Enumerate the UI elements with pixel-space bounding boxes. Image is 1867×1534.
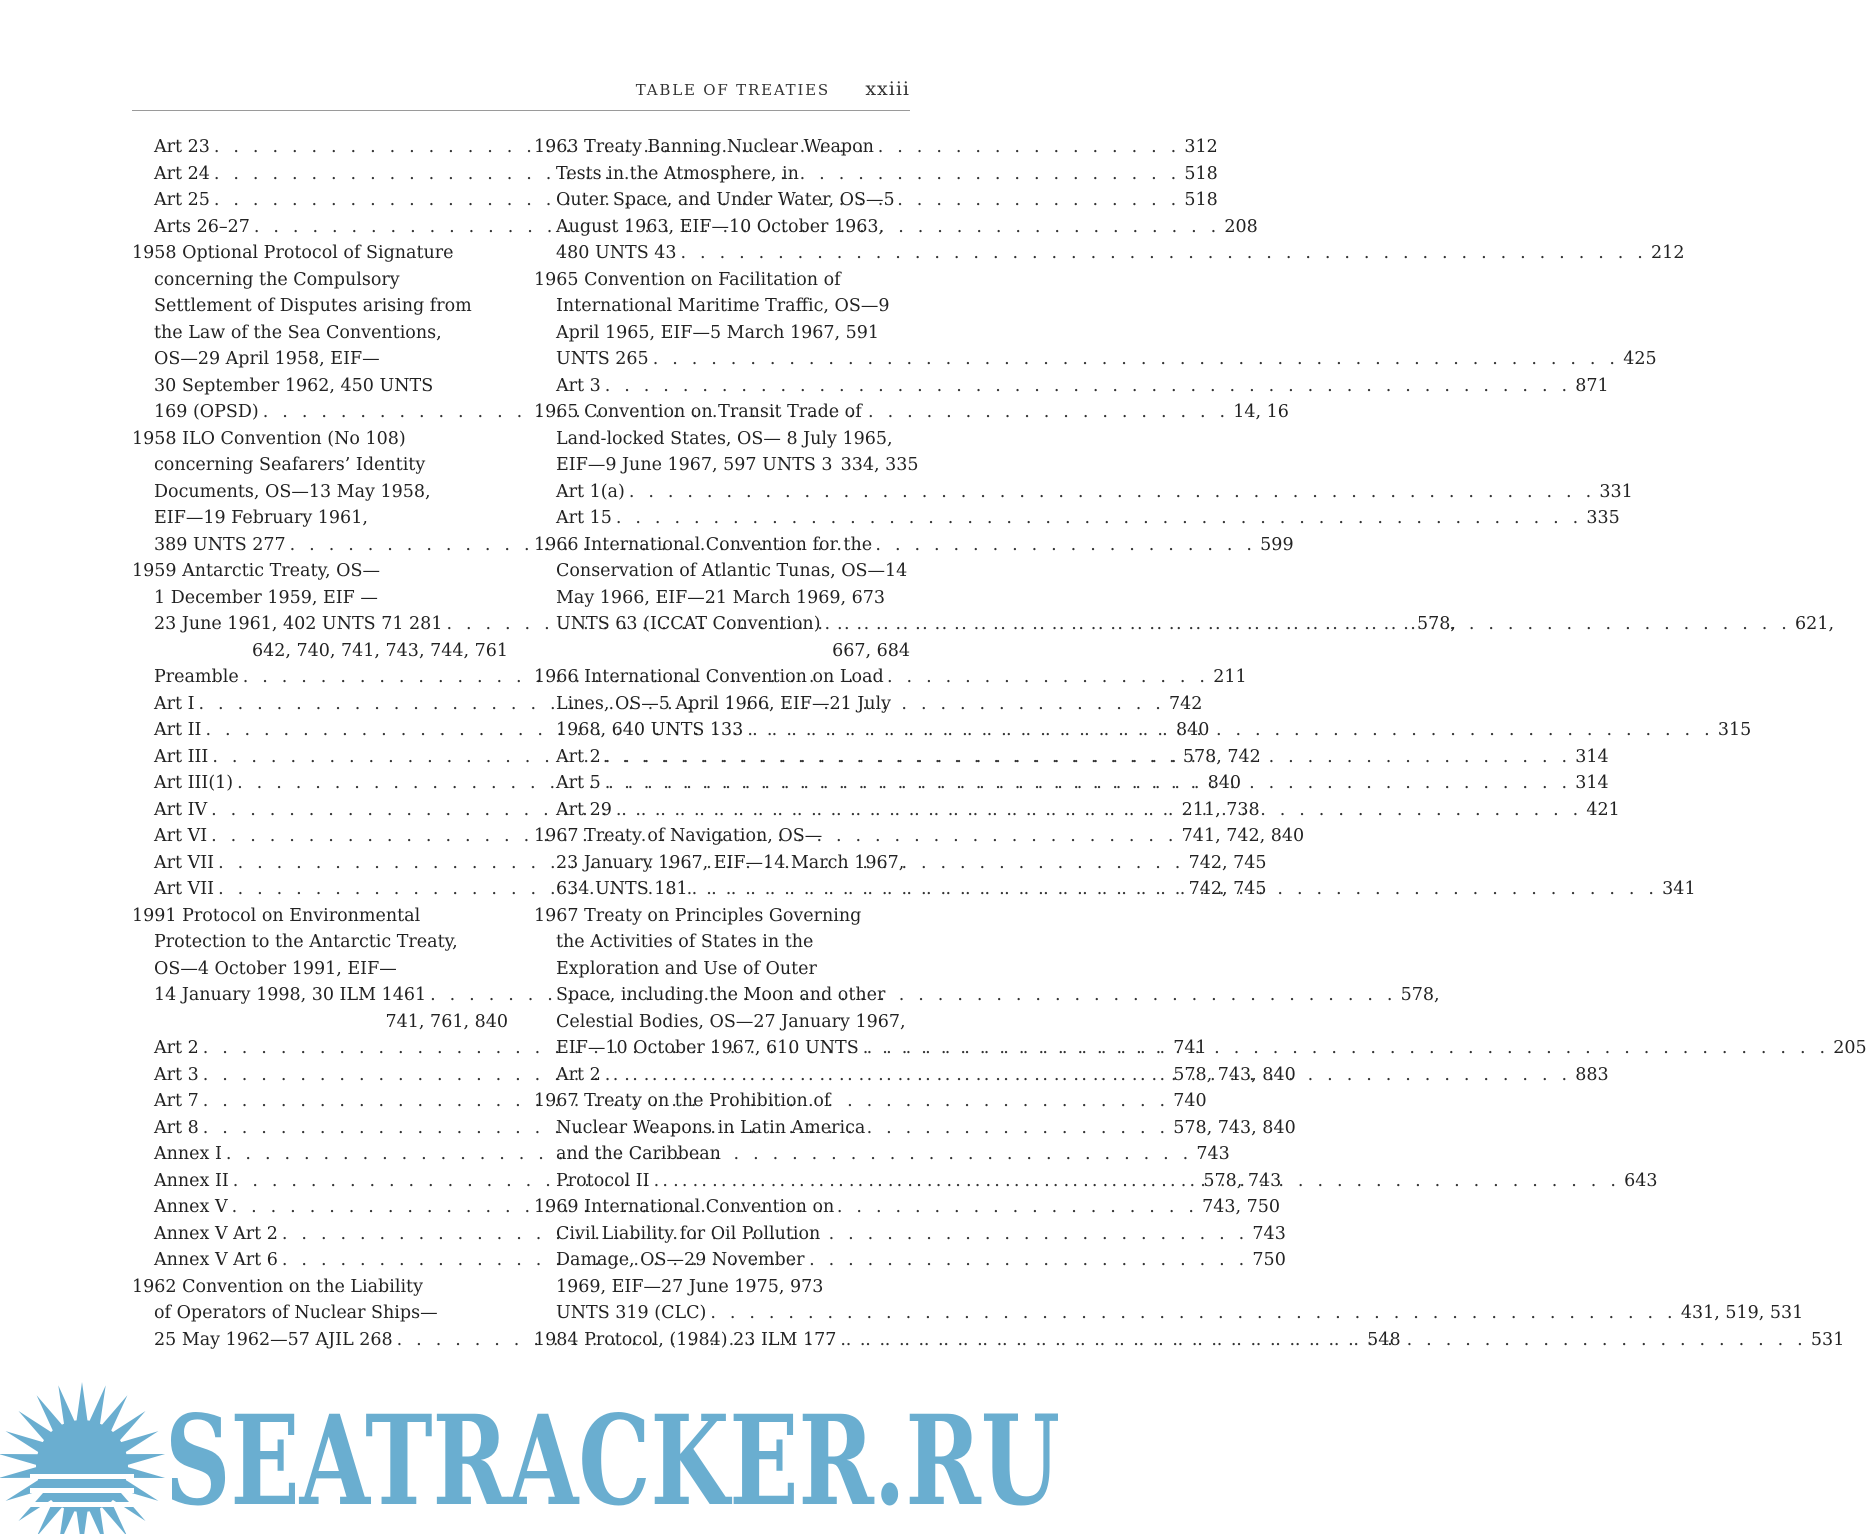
treaty-continuation: 23 January 1967, EIF—14 March 1967, xyxy=(556,852,905,873)
entry-text: Art 7 xyxy=(154,1091,199,1111)
treaty-continuation: the Law of the Sea Conventions, xyxy=(154,322,442,343)
sun-stripe xyxy=(30,1474,134,1479)
treaty-heading: 1991 Protocol on Environmental xyxy=(132,905,421,926)
treaty-continuation: Land-locked States, OS— 8 July 1965, xyxy=(556,428,893,449)
dot-leader xyxy=(825,611,1792,638)
page-reference: 750 xyxy=(1252,1250,1286,1270)
page-reference: 840 xyxy=(1175,720,1210,740)
treaty-heading: 1963 Treaty Banning Nuclear Weapon xyxy=(534,137,874,157)
page-reference: 740 xyxy=(1173,1091,1207,1111)
page-reference: 578, 742 xyxy=(1182,746,1261,767)
treaty-heading: 1958 ILO Convention (No 108) xyxy=(132,428,406,449)
dot-leader xyxy=(692,876,1659,903)
treaty-continuation: Protection to the Antarctic Treaty, xyxy=(154,932,458,952)
index-line-with-pages xyxy=(534,452,919,479)
treaty-continuation: Settlement of Disputes arising from xyxy=(154,296,472,316)
entry-text: Art 25 xyxy=(154,190,210,210)
dot-leader xyxy=(654,1168,1621,1195)
dot-leader xyxy=(605,373,1572,400)
entry-text: EIF—10 October 1967, 610 UNTS xyxy=(556,1038,859,1058)
treaty-continuation: Damage, OS—29 November xyxy=(556,1250,805,1270)
entry-text: 389 UNTS 277 xyxy=(154,534,286,555)
page-reference: 312 xyxy=(1184,137,1218,157)
page-reference: 621, xyxy=(1795,614,1835,634)
dot-leader xyxy=(605,770,1572,797)
entry-text: Art 1(a) xyxy=(556,481,625,502)
treaty-heading: 1967 Treaty of Navigation, OS— xyxy=(534,826,823,846)
treaty-continuation: and the Caribbean xyxy=(556,1144,721,1164)
entry-text: Annex I xyxy=(154,1144,222,1164)
treaty-heading: 1959 Antarctic Treaty, OS— xyxy=(132,561,381,581)
treaty-continuation: the Activities of States in the xyxy=(556,932,814,952)
entry-text: Annex II xyxy=(154,1170,229,1191)
entry-text: 169 (OPSD) xyxy=(154,402,259,422)
dot-leader xyxy=(629,479,1596,506)
entry-text: Art 2 xyxy=(154,1038,199,1058)
entry-text: Art 15 xyxy=(556,508,612,528)
treaty-heading: 1967 Treaty on Principles Governing xyxy=(534,905,862,926)
page-reference: 425 xyxy=(1623,349,1657,369)
treaty-continuation: Civil Liability for Oil Pollution xyxy=(556,1223,821,1244)
page-reference: 208 xyxy=(1224,216,1258,237)
page-reference: 212 xyxy=(1651,243,1685,263)
page-reference: 341 xyxy=(1662,879,1696,899)
treaty-continuation: Outer Space, and Under Water, OS—5 xyxy=(556,190,895,210)
page-reference: 743 xyxy=(1252,1223,1286,1244)
treaty-heading: 1965 Convention on Transit Trade of xyxy=(534,402,862,422)
index-line-with-pages xyxy=(534,373,1609,400)
entry-text: Art 2 xyxy=(556,746,601,767)
index-line-with-pages xyxy=(534,1300,1804,1327)
entry-text: Art III xyxy=(154,746,209,767)
treaty-continuation: Tests in the Atmosphere, in xyxy=(556,163,799,184)
sunburst-logo-icon xyxy=(0,1382,165,1534)
page-reference: 883 xyxy=(1575,1064,1609,1085)
entry-text: Art 29 xyxy=(556,799,612,820)
page-reference: 578, xyxy=(1416,614,1456,634)
page-reference: 578, 743, 840 xyxy=(1173,1064,1296,1085)
treaty-continuation: Documents, OS—13 May 1958, xyxy=(154,481,431,502)
entry-text: Art 3 xyxy=(556,375,601,396)
treaty-heading: 1958 Optional Protocol of Signature xyxy=(132,243,454,263)
page-reference: 531 xyxy=(1810,1329,1845,1350)
entry-text: 1984 Protocol, (1984) 23 ILM 177 xyxy=(534,1329,837,1350)
treaty-continuation: of Operators of Nuclear Ships— xyxy=(154,1303,438,1323)
page-reference: 314 xyxy=(1575,746,1609,767)
page-reference: 742, 745 xyxy=(1188,852,1267,873)
entry-text: Art VII xyxy=(154,852,215,873)
treaty-continuation: Space, including the Moon and other xyxy=(556,985,886,1005)
index-line-with-pages xyxy=(534,346,1657,373)
page-reference: 518 xyxy=(1184,163,1218,184)
page-reference: 742, 745 xyxy=(1188,879,1267,899)
page-reference: 578, 743 xyxy=(1203,1170,1282,1191)
page-reference: 578, 743, 840 xyxy=(1173,1117,1296,1138)
running-title: TABLE OF TREATIES xyxy=(635,81,830,99)
page-reference: 741 xyxy=(1173,1038,1207,1058)
dot-leader xyxy=(840,1327,1807,1354)
treaty-heading: 1962 Convention on the Liability xyxy=(132,1276,423,1297)
treaty-continuation: 1969, EIF—27 June 1975, 973 xyxy=(556,1276,824,1297)
page-reference: 578, xyxy=(1400,985,1440,1005)
sun-stripe xyxy=(30,1502,134,1507)
entry-text: 23 June 1961, 402 UNTS 71 281 xyxy=(154,614,443,634)
page-reference: 742 xyxy=(1169,693,1203,714)
entry-text: Art IV xyxy=(154,799,208,820)
treaty-continuation: 30 September 1962, 450 UNTS xyxy=(154,375,434,396)
page-reference: 643 xyxy=(1624,1170,1658,1191)
treaty-continuation: OS—4 October 1991, EIF— xyxy=(154,958,397,979)
page-reference: 335 xyxy=(1586,508,1620,528)
entry-text: 480 UNTS 43 xyxy=(556,243,677,263)
treaty-entry xyxy=(534,267,1657,400)
page-reference: 211, 738 xyxy=(1181,799,1260,820)
watermark xyxy=(0,1374,1080,1534)
treaty-continuation: April 1965, EIF—5 March 1967, 591 xyxy=(556,322,880,343)
treaty-continuation: concerning the Compulsory xyxy=(154,269,400,290)
treaty-continuation: Celestial Bodies, OS—27 January 1967, xyxy=(556,1011,906,1032)
page-reference-continuation: 667, 684 xyxy=(832,640,910,661)
index-line-with-pages xyxy=(534,240,1685,267)
treaty-continuation: May 1966, EIF—21 March 1969, 673 xyxy=(556,587,886,608)
treaty-continuation: concerning Seafarers’ Identity xyxy=(154,455,426,475)
entry-text: 1968, 640 UNTS 133 xyxy=(556,720,744,740)
page-reference: 14, 16 xyxy=(1233,402,1289,422)
dot-leader xyxy=(863,1035,1830,1062)
page-reference: 331 xyxy=(1599,481,1633,502)
treaty-continuation: Nuclear Weapons in Latin America xyxy=(556,1117,866,1138)
entry-text: Arts 26–27 xyxy=(154,216,250,237)
page-reference: 205 xyxy=(1833,1038,1867,1058)
entry-text: 14 January 1998, 30 ILM 1461 xyxy=(154,985,427,1005)
entry-text: Preamble xyxy=(154,667,239,687)
entry-text: Art II xyxy=(154,720,202,740)
index-line-with-pages xyxy=(534,479,1633,506)
running-head xyxy=(132,76,910,111)
entry-text: Annex V Art 2 xyxy=(154,1223,278,1244)
treaty-heading: 1967 Treaty on the Prohibition of xyxy=(534,1091,831,1111)
treaty-heading: 1969 International Convention on xyxy=(534,1197,835,1217)
page-reference: 743, 750 xyxy=(1202,1197,1281,1217)
treaty-continuation: EIF—19 February 1961, xyxy=(154,508,368,528)
entry-text: Protocol II xyxy=(556,1170,650,1191)
page-reference-continuation: 642, 740, 741, 743, 744, 761 xyxy=(251,640,508,661)
page-reference: 548 xyxy=(1367,1329,1401,1350)
treaty-heading: 1966 International Convention for the xyxy=(534,534,873,555)
entry-text: Art 5 xyxy=(556,773,601,793)
treaty-continuation: Conservation of Atlantic Tunas, OS—14 xyxy=(556,561,908,581)
watermark-text: SEATRACKER.RU xyxy=(165,1389,1060,1534)
dot-leader xyxy=(616,797,1583,824)
entry-text: 634 UNTS 181 xyxy=(556,879,688,899)
treaty-continuation: International Maritime Traffic, OS—9 xyxy=(556,296,890,316)
entry-text: Annex V xyxy=(154,1197,228,1217)
entry-text: Art 24 xyxy=(154,163,210,184)
treaty-heading: 1965 Convention on Facilitation of xyxy=(534,269,841,290)
page-reference: 431, 519, 531 xyxy=(1680,1303,1804,1323)
entry-text: UNTS 63 (ICCAT Convention) xyxy=(556,614,821,634)
entry-text: Art 2 xyxy=(556,1064,601,1085)
treaty-continuation: 1 December 1959, EIF — xyxy=(154,587,378,608)
page-reference: 871 xyxy=(1575,375,1609,396)
index-line-with-pages xyxy=(534,505,1620,532)
page-reference: 741, 742, 840 xyxy=(1181,826,1305,846)
dot-leader xyxy=(710,1300,1677,1327)
page-reference: 315 xyxy=(1717,720,1752,740)
entry-text: 25 May 1962—57 AJIL 268 xyxy=(154,1329,393,1350)
dot-leader xyxy=(605,744,1572,771)
dot-leader xyxy=(653,346,1620,373)
entry-text: Art 8 xyxy=(154,1117,199,1138)
dot-leader xyxy=(616,505,1583,532)
treaty-heading: 1966 International Convention on Load xyxy=(534,667,884,687)
treaty-continuation: OS—29 April 1958, EIF— xyxy=(154,349,380,369)
sun-stripe xyxy=(30,1488,134,1493)
entry-text: Annex V Art 6 xyxy=(154,1250,278,1270)
page-reference: 421 xyxy=(1586,799,1620,820)
treaty-continuation: Exploration and Use of Outer xyxy=(556,958,817,979)
page-reference-continuation: 741, 761, 840 xyxy=(385,1011,508,1032)
page-reference: 840 xyxy=(1207,773,1242,793)
entry-text: Art III(1) xyxy=(154,773,234,793)
dot-leader xyxy=(605,1062,1572,1089)
entry-text: EIF—9 June 1967, 597 UNTS 3 xyxy=(556,455,833,475)
entry-text: UNTS 319 (CLC) xyxy=(556,1303,707,1323)
dot-leader xyxy=(747,717,1714,744)
entry-text: Art 3 xyxy=(154,1064,199,1085)
dot-leader xyxy=(681,240,1648,267)
entry-text: Art VII xyxy=(154,879,215,899)
entry-text: Art 23 xyxy=(154,137,210,157)
page-reference: 518 xyxy=(1184,190,1218,210)
page-reference: 743 xyxy=(1196,1144,1230,1164)
treaty-continuation: Lines, OS—5 April 1966, EIF—21 July xyxy=(556,693,892,714)
page-reference: 211 xyxy=(1213,667,1247,687)
page-reference: 334, 335 xyxy=(840,455,919,475)
entry-text: Art I xyxy=(154,693,195,714)
treaty-continuation: August 1963, EIF—10 October 1963, xyxy=(556,216,885,237)
page-reference: 599 xyxy=(1260,534,1294,555)
page-reference: 314 xyxy=(1575,773,1609,793)
sun-disc xyxy=(36,1420,128,1512)
entry-text: Art VI xyxy=(154,826,208,846)
page-number: xxiii xyxy=(865,78,910,100)
entry-text: UNTS 265 xyxy=(556,349,649,369)
